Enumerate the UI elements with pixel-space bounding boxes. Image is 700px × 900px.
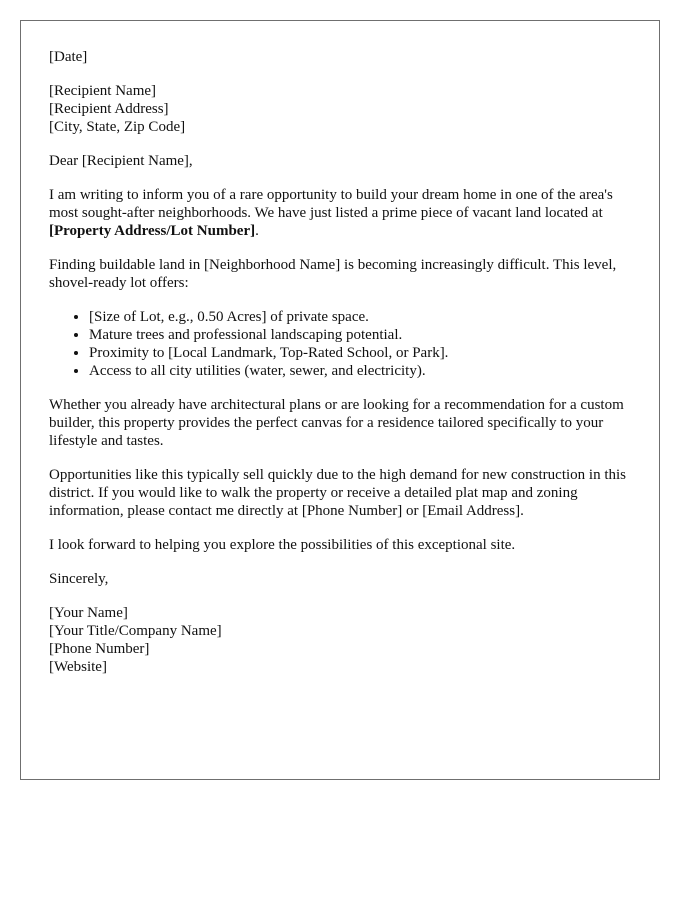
signature-website: [Website] — [49, 659, 107, 675]
recipient-city-state-zip: [City, State, Zip Code] — [49, 119, 186, 135]
signature-title-company: [Your Title/Company Name] — [49, 623, 222, 639]
letter-page — [20, 20, 660, 780]
date-line — [49, 48, 633, 66]
signature-phone: [Phone Number] — [49, 641, 150, 657]
signature-block — [49, 604, 633, 676]
paragraph-intro-end: . — [255, 223, 259, 239]
paragraph-canvas: Whether you already have architectural plans or are looking for a recommendation for a custom builder, this property provides the perfect canvas for a residence tailored specifically to your lifestyle and tastes. — [49, 397, 624, 449]
features-list — [49, 308, 633, 380]
paragraph-contact: Opportunities like this typically sell quickly due to the high demand for new construction in this district. If you would like to walk the property or receive a detailed plat map and zoning information, please contact me directly at [Phone Number] or [Email Address]. — [49, 467, 626, 519]
paragraph-intro — [49, 186, 633, 240]
paragraph-land: Finding buildable land in [Neighborhood Name] is becoming increasingly difficult. This level, shovel-ready lot offers: — [49, 257, 617, 291]
feature-item: • Access to all city utilities (water, sewer, and electricity). — [89, 362, 633, 380]
salutation: Dear [Recipient Name], — [49, 153, 193, 169]
feature-item: • [Size of Lot, e.g., 0.50 Acres] of private space. — [89, 308, 633, 326]
paragraph-closing: I look forward to helping you explore the possibilities of this exceptional site. — [49, 537, 516, 553]
feature-item: • Mature trees and professional landscaping potential. — [89, 326, 633, 344]
paragraph-intro-text: I am writing to inform you of a rare opportunity to build your dream home in one of the area's most sought-after neighborhoods. We have just listed a prime piece of vacant land located at — [49, 187, 613, 221]
recipient-block — [49, 82, 633, 136]
recipient-name: [Recipient Name] — [49, 83, 157, 99]
signature-name: [Your Name] — [49, 605, 128, 621]
property-address-bold: [Property Address/Lot Number] — [49, 223, 256, 239]
closing-sincerely: Sincerely, — [49, 571, 109, 587]
feature-item: • Proximity to [Local Landmark, Top-Rated School, or Park]. — [89, 344, 633, 362]
date-text: [Date] — [49, 49, 88, 65]
recipient-address: [Recipient Address] — [49, 101, 169, 117]
letter-body — [49, 48, 633, 692]
